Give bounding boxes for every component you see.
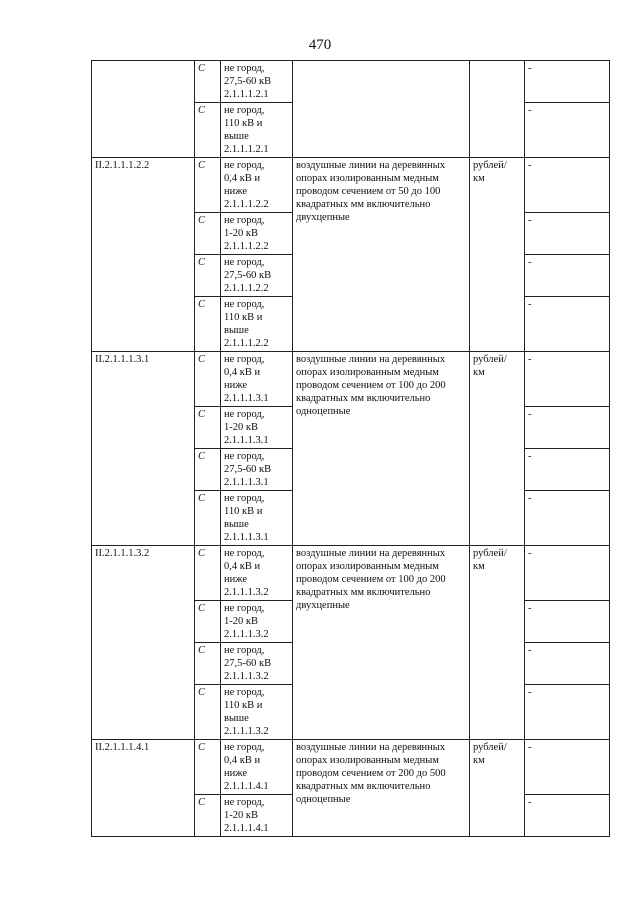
symbol-cell: C xyxy=(195,685,221,740)
zone-cell xyxy=(221,643,293,685)
zone-line: не город, xyxy=(224,354,265,365)
zone-line: 0,4 кВ и xyxy=(224,367,261,378)
zone-cell xyxy=(221,103,293,158)
zone-line: 2.1.1.1.3.2 xyxy=(224,587,269,598)
zone-cell xyxy=(221,407,293,449)
value-cell: - xyxy=(525,685,610,740)
zone-line: 27,5-60 кВ xyxy=(224,658,272,669)
symbol-cell: C xyxy=(195,297,221,352)
item-code: II.2.1.1.1.4.1 xyxy=(92,740,195,837)
zone-cell xyxy=(221,601,293,643)
symbol-cell: C xyxy=(195,601,221,643)
symbol-cell: C xyxy=(195,407,221,449)
value-cell: - xyxy=(525,158,610,213)
zone-line: не город, xyxy=(224,603,265,614)
zone-line: 2.1.1.1.3.1 xyxy=(224,477,269,488)
zone-line: не город, xyxy=(224,409,265,420)
symbol-cell: C xyxy=(195,546,221,601)
zone-line: не город, xyxy=(224,63,265,74)
page-number: 470 xyxy=(308,37,332,53)
tariff-table xyxy=(91,60,610,837)
zone-line: 27,5-60 кВ xyxy=(224,76,272,87)
unit-cell: рублей/ км xyxy=(470,352,525,546)
zone-line: ниже xyxy=(224,574,248,585)
description-cell: воздушные линии на деревянных опорах изолированным медным проводом сечением от 50 до 100 квадратных мм включительно двухцепные xyxy=(293,158,470,352)
zone-line: выше xyxy=(224,713,249,724)
zone-line: не город, xyxy=(224,548,265,559)
table-row xyxy=(92,740,610,795)
unit-cell: рублей/ км xyxy=(470,740,525,837)
value-cell: - xyxy=(525,795,610,837)
zone-cell xyxy=(221,352,293,407)
zone-line: 2.1.1.1.3.2 xyxy=(224,726,269,737)
table-row xyxy=(92,546,610,601)
zone-line: выше xyxy=(224,131,249,142)
symbol-cell: C xyxy=(195,255,221,297)
table-row xyxy=(92,61,610,103)
zone-line: ниже xyxy=(224,186,248,197)
symbol-cell: C xyxy=(195,740,221,795)
item-code: II.2.1.1.1.3.2 xyxy=(92,546,195,740)
zone-line: 110 кВ и xyxy=(224,118,263,129)
zone-line: 2.1.1.1.2.1 xyxy=(224,89,269,100)
zone-cell xyxy=(221,795,293,837)
zone-line: не город, xyxy=(224,687,265,698)
unit-cell: рублей/ км xyxy=(470,158,525,352)
value-cell: - xyxy=(525,546,610,601)
zone-line: 2.1.1.1.3.2 xyxy=(224,629,269,640)
zone-line: 1-20 кВ xyxy=(224,228,258,239)
value-cell: - xyxy=(525,297,610,352)
value-cell: - xyxy=(525,491,610,546)
value-cell: - xyxy=(525,643,610,685)
symbol-cell: C xyxy=(195,491,221,546)
zone-line: ниже xyxy=(224,380,248,391)
zone-line: 0,4 кВ и xyxy=(224,561,261,572)
description-cell: воздушные линии на деревянных опорах изолированным медным проводом сечением от 200 до 500 квадратных мм включительно одноцепные xyxy=(293,740,470,837)
zone-line: выше xyxy=(224,325,249,336)
symbol-cell: C xyxy=(195,61,221,103)
value-cell: - xyxy=(525,352,610,407)
symbol-cell: C xyxy=(195,158,221,213)
symbol-cell: C xyxy=(195,352,221,407)
zone-line: 2.1.1.1.2.2 xyxy=(224,283,269,294)
zone-line: 2.1.1.1.4.1 xyxy=(224,781,269,792)
zone-line: не город, xyxy=(224,645,265,656)
table-row xyxy=(92,352,610,407)
zone-line: 110 кВ и xyxy=(224,506,263,517)
description-cell: воздушные линии на деревянных опорах изолированным медным проводом сечением от 100 до 200 квадратных мм включительно двухцепные xyxy=(293,546,470,740)
zone-cell xyxy=(221,685,293,740)
value-cell: - xyxy=(525,61,610,103)
zone-line: 110 кВ и xyxy=(224,700,263,711)
zone-line: 2.1.1.1.4.1 xyxy=(224,823,269,834)
zone-line: не город, xyxy=(224,105,265,116)
table-row xyxy=(92,158,610,213)
zone-line: 2.1.1.1.2.2 xyxy=(224,199,269,210)
zone-line: 2.1.1.1.3.2 xyxy=(224,671,269,682)
zone-line: 27,5-60 кВ xyxy=(224,270,272,281)
zone-line: выше xyxy=(224,519,249,530)
symbol-cell: C xyxy=(195,213,221,255)
zone-line: 0,4 кВ и xyxy=(224,755,261,766)
value-cell: - xyxy=(525,103,610,158)
value-cell: - xyxy=(525,407,610,449)
zone-cell xyxy=(221,491,293,546)
zone-cell xyxy=(221,213,293,255)
symbol-cell: C xyxy=(195,643,221,685)
value-cell: - xyxy=(525,740,610,795)
zone-line: не город, xyxy=(224,493,265,504)
zone-line: 2.1.1.1.2.2 xyxy=(224,241,269,252)
zone-line: 110 кВ и xyxy=(224,312,263,323)
zone-line: ниже xyxy=(224,768,248,779)
symbol-cell: C xyxy=(195,449,221,491)
zone-line: 2.1.1.1.2.2 xyxy=(224,338,269,349)
zone-cell xyxy=(221,297,293,352)
zone-line: не город, xyxy=(224,257,265,268)
unit-cell: рублей/ км xyxy=(470,546,525,740)
zone-line: 1-20 кВ xyxy=(224,810,258,821)
value-cell: - xyxy=(525,255,610,297)
zone-cell xyxy=(221,546,293,601)
value-cell: - xyxy=(525,449,610,491)
description-cell: воздушные линии на деревянных опорах изолированным медным проводом сечением от 100 до 200 квадратных мм включительно одноцепные xyxy=(293,352,470,546)
value-cell: - xyxy=(525,601,610,643)
zone-line: 1-20 кВ xyxy=(224,616,258,627)
item-code: II.2.1.1.1.2.2 xyxy=(92,158,195,352)
item-code: II.2.1.1.1.3.1 xyxy=(92,352,195,546)
zone-line: 2.1.1.1.3.1 xyxy=(224,393,269,404)
zone-line: не город, xyxy=(224,797,265,808)
symbol-cell: C xyxy=(195,795,221,837)
zone-line: не город, xyxy=(224,215,265,226)
zone-line: 2.1.1.1.3.1 xyxy=(224,532,269,543)
item-code xyxy=(92,61,195,158)
zone-cell xyxy=(221,740,293,795)
zone-line: 2.1.1.1.2.1 xyxy=(224,144,269,155)
zone-cell xyxy=(221,61,293,103)
zone-line: не город, xyxy=(224,451,265,462)
zone-line: не город, xyxy=(224,742,265,753)
zone-line: 0,4 кВ и xyxy=(224,173,261,184)
zone-cell xyxy=(221,255,293,297)
tariff-table-body xyxy=(92,61,610,837)
symbol-cell: C xyxy=(195,103,221,158)
unit-cell xyxy=(470,61,525,158)
zone-line: 2.1.1.1.3.1 xyxy=(224,435,269,446)
zone-line: 27,5-60 кВ xyxy=(224,464,272,475)
zone-line: не город, xyxy=(224,299,265,310)
zone-cell xyxy=(221,449,293,491)
zone-line: не город, xyxy=(224,160,265,171)
description-cell xyxy=(293,61,470,158)
zone-line: 1-20 кВ xyxy=(224,422,258,433)
value-cell: - xyxy=(525,213,610,255)
zone-cell xyxy=(221,158,293,213)
